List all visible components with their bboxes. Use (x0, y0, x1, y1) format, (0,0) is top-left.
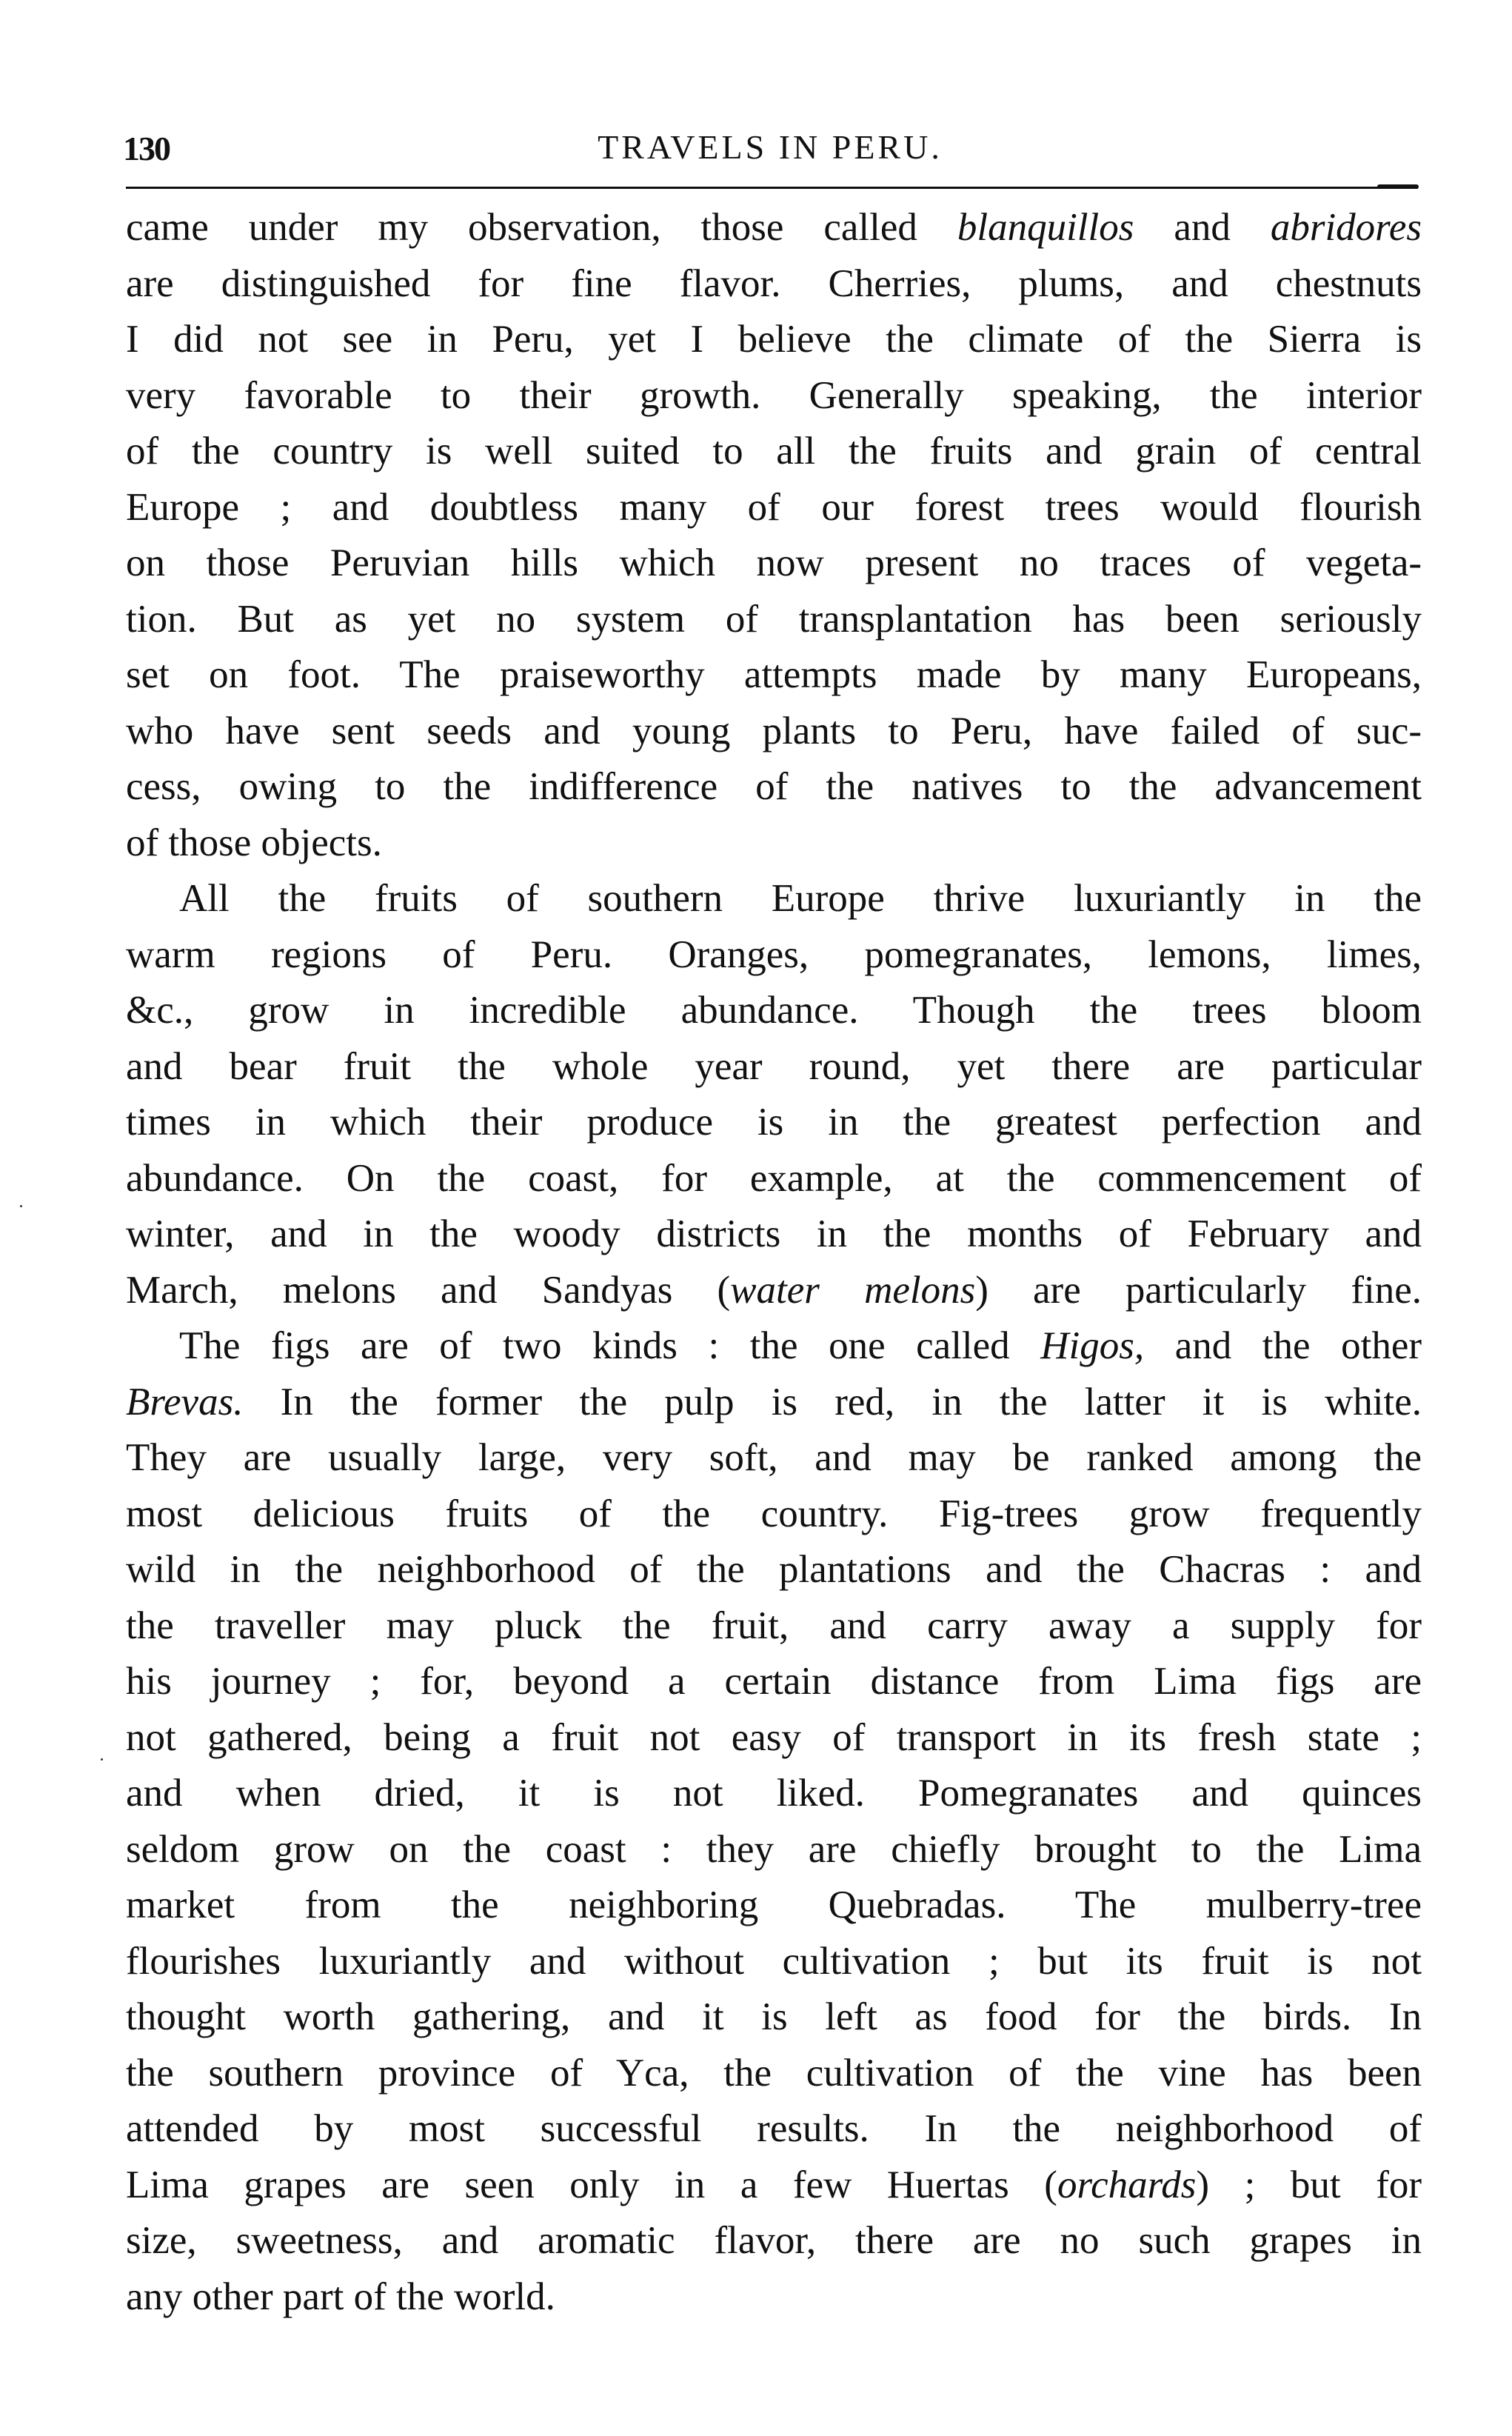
text-run: times in which their produce is in the greatest perfection and (126, 1101, 1422, 1144)
text-line (126, 1822, 1422, 1878)
italic-text: abridores (1270, 206, 1422, 249)
text-line (126, 1207, 1422, 1263)
text-run: abundance. On the coast, for example, at the commencement of (126, 1156, 1422, 1200)
text-run: thought worth gathering, and it is left as food for the birds. In (126, 1995, 1422, 2038)
text-line (126, 1598, 1422, 1655)
text-line (126, 1318, 1422, 1375)
page-number: 130 (123, 130, 170, 167)
italic-text: Higos, (1040, 1324, 1145, 1367)
text-line (126, 1486, 1422, 1543)
text-run: ) are particularly fine. (975, 1268, 1422, 1312)
text-run: warm regions of Peru. Oranges, pomegranates, lemons, limes, (126, 932, 1422, 976)
text-line (126, 759, 1422, 815)
text-line (126, 424, 1422, 480)
margin-speck (101, 1758, 103, 1761)
text-run: his journey ; for, beyond a certain distance from Lima figs are (126, 1660, 1422, 1703)
text-line (126, 1375, 1422, 1431)
margin-speck (20, 1205, 22, 1207)
text-run: and when dried, it is not liked. Pomegranates and quinces (126, 1772, 1422, 1815)
text-run: March, melons and Sandyas ( (126, 1268, 731, 1312)
text-line (126, 1934, 1422, 1990)
text-run: They are usually large, very soft, and may be ranked among the (126, 1436, 1422, 1479)
text-run: who have sent seeds and young plants to Peru, have failed of suc- (126, 709, 1422, 753)
text-line (126, 2158, 1422, 2214)
text-run: and (1134, 206, 1271, 249)
text-run: the traveller may pluck the fruit, and carry away a supply for (126, 1604, 1422, 1647)
text-run: the southern province of Yca, the cultivation of the vine has been (126, 2051, 1422, 2095)
text-run: Lima grapes are seen only in a few Huertas ( (126, 2163, 1057, 2206)
body-text (126, 200, 1422, 2325)
text-line (126, 368, 1422, 424)
text-run: market from the neighboring Quebradas. The mulberry-tree (126, 1883, 1422, 1926)
text-run: attended by most successful results. In the neighborhood of (126, 2107, 1422, 2150)
text-run: &c., grow in incredible abundance. Though the trees bloom (126, 989, 1422, 1032)
text-line (126, 2046, 1422, 2102)
text-line (126, 535, 1422, 592)
text-line (126, 871, 1422, 927)
text-line (126, 200, 1422, 256)
text-run: most delicious fruits of the country. Fig-trees grow frequently (126, 1492, 1422, 1535)
text-run: seldom grow on the coast : they are chiefly brought to the Lima (126, 1827, 1422, 1871)
text-run: are distinguished for fine flavor. Cherries, plums, and chestnuts (126, 261, 1422, 305)
text-line (126, 1710, 1422, 1766)
text-line (126, 2101, 1422, 2158)
text-line (126, 1766, 1422, 1822)
text-run: Europe ; and doubtless many of our forest trees would flourish (126, 485, 1422, 529)
text-run: flourishes luxuriantly and without cultivation ; but its fruit is not (126, 1939, 1422, 1983)
text-line (126, 1151, 1422, 1207)
text-line (126, 1654, 1422, 1710)
italic-text: orchards (1057, 2163, 1197, 2206)
text-line (126, 2269, 1422, 2326)
text-run: set on foot. The praiseworthy attempts made by many Europeans, (126, 653, 1422, 696)
text-run: of those objects. (126, 821, 382, 864)
text-line (126, 647, 1422, 704)
running-head: TRAVELS IN PERU. (598, 128, 943, 166)
text-run: very favorable to their growth. Generally speaking, the interior (126, 373, 1422, 417)
text-run: came under my observation, those called (126, 206, 957, 249)
text-line (126, 1878, 1422, 1934)
text-run: I did not see in Peru, yet I believe the climate of the Sierra is (126, 318, 1422, 361)
text-line (126, 1542, 1422, 1598)
italic-text: blanquillos (957, 206, 1134, 249)
text-run: ) ; but for (1196, 2163, 1422, 2206)
text-line (126, 983, 1422, 1039)
text-run: In the former the pulp is red, in the latter it is white. (243, 1380, 1422, 1424)
text-run: any other part of the world. (126, 2275, 555, 2318)
italic-text: water melons (730, 1268, 976, 1312)
text-run: on those Peruvian hills which now present no traces of vegeta- (126, 541, 1422, 584)
text-line (126, 1095, 1422, 1151)
text-line (126, 815, 1422, 872)
text-line (126, 256, 1422, 313)
text-line (126, 480, 1422, 536)
text-run: of the country is well suited to all the fruits and grain of central (126, 430, 1422, 473)
text-line (126, 2213, 1422, 2269)
text-run: cess, owing to the indifference of the natives to the advancement (126, 765, 1422, 808)
text-line (126, 312, 1422, 368)
text-run: not gathered, being a fruit not easy of transport in its fresh state ; (126, 1715, 1422, 1759)
text-line (126, 592, 1422, 648)
text-line (126, 927, 1422, 984)
text-run: winter, and in the woody districts in the months of February and (126, 1212, 1422, 1255)
header-rule (126, 187, 1418, 189)
text-line (126, 1039, 1422, 1095)
italic-text: Brevas. (126, 1380, 244, 1424)
text-run: The figs are of two kinds : the one called (179, 1324, 1041, 1367)
text-line (126, 1989, 1422, 2046)
text-line (126, 1263, 1422, 1319)
header-rule-end (1377, 184, 1419, 189)
text-run: size, sweetness, and aromatic flavor, there are no such grapes in (126, 2219, 1422, 2262)
text-run: and the other (1144, 1324, 1422, 1367)
text-run: wild in the neighborhood of the plantations and the Chacras : and (126, 1548, 1422, 1591)
text-line (126, 1430, 1422, 1486)
text-run: and bear fruit the whole year round, yet there are particular (126, 1044, 1422, 1088)
text-line (126, 704, 1422, 760)
text-run: tion. But as yet no system of transplantation has been seriously (126, 597, 1422, 641)
text-run: All the fruits of southern Europe thrive luxuriantly in the (179, 877, 1422, 920)
